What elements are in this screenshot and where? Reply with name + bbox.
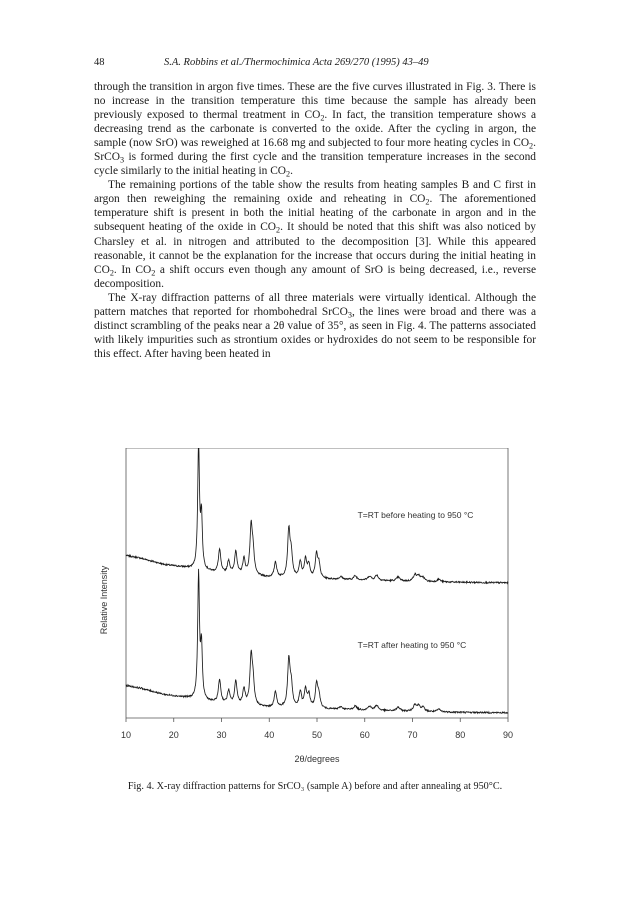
figure-caption: Fig. 4. X-ray diffraction patterns for SrCO₃ (sample A) before and after annealing at 950°C.: [127, 781, 503, 792]
x-axis-ticks: [121, 718, 513, 740]
x-tick-label: 20: [168, 730, 179, 740]
subscript: 3: [119, 155, 125, 165]
text-run: The X-ray diffraction patterns of all three materials were virtually identical. Although the pattern matches that reported for rhombohedral SrCO: [94, 291, 536, 318]
figure-4: [96, 448, 536, 778]
xrd-chart: [96, 448, 536, 778]
subscript: 2: [276, 225, 281, 235]
series-label-0: T=RT before heating to 950 °C: [357, 509, 474, 520]
text-run: . SrCO: [94, 137, 536, 164]
series-label-1: T=RT after heating to 950 °C: [357, 639, 467, 650]
text-run: a shift occurs even though any amount of SrO is being decreased, i.e., reverse decomposition.: [94, 263, 537, 290]
x-tick-label: 40: [264, 730, 275, 740]
text-run: , the lines were broad and there was a distinct scrambling of the peaks near a 2θ value of 35°, as seen in Fig. 4. The patterns associated with likely impurities such as strontium oxides or hydroxides do not seem to be responsible for this effect. After having been heated in: [94, 305, 537, 360]
subscript: 2: [320, 113, 325, 123]
text-run: . The aforementioned temperature shift is present in both the initial heating of the carbonate in argon and in the subsequent heating of the oxide in CO: [94, 193, 536, 234]
subscript: 2: [286, 169, 291, 179]
x-tick-label: 50: [311, 730, 323, 740]
paragraph: [94, 80, 536, 178]
x-tick-label: 80: [455, 730, 466, 740]
text-run: is formed during the first cycle and the transition temperature increases in the second cycle similarly to the initial heating in CO: [94, 151, 536, 178]
body-text: [94, 80, 536, 361]
paragraph: [94, 178, 536, 290]
subscript: 2: [425, 197, 430, 207]
x-tick-label: 30: [216, 730, 227, 740]
subscript: 2: [109, 267, 114, 277]
subscript: 2: [151, 267, 156, 277]
x-tick-label: 10: [120, 730, 132, 740]
subscript: 2: [529, 141, 534, 151]
text-run: . In fact, the transition temperature shows a decreasing trend as the carbonate is converted to the oxide. After the cycling in argon, the sample (now SrO) was reweighed at 16.68 mg and subjected to four more heating cycles in CO: [94, 109, 537, 150]
text-run: The remaining portions of the table show the results from heating samples B and C first in argon then reweighing the remaining oxide and reheating in CO: [94, 179, 536, 206]
running-head: S.A. Robbins et al./Thermochimica Acta 269/270 (1995) 43–49: [164, 57, 429, 68]
traces: [126, 448, 508, 713]
x-axis-label: 2θ/degrees: [294, 754, 340, 764]
x-tick-label: 90: [502, 730, 514, 740]
page-header: [94, 57, 539, 71]
subscript: 3: [347, 310, 352, 320]
x-tick-label: 70: [407, 730, 418, 740]
paragraph: [94, 291, 536, 361]
y-axis-label: Relative Intensity: [99, 565, 109, 635]
text-run: through the transition in argon five times. These are the five curves illustrated in Fig. 3. There is no increase in the transition temperature this time because the sample has already been previously exposed to thermal treatment in CO: [94, 81, 536, 122]
text-run: . It should be noted that this shift was also noticed by Charsley et al. in nitrogen and attributed to the decomposition [3]. While this appeared reasonable, it cannot be the explanation for the increase that occurs during the initial heating in CO: [94, 221, 536, 276]
page-number: 48: [94, 57, 105, 68]
text-run: .: [290, 165, 293, 178]
trace-labels: [358, 510, 474, 650]
text-run: . In CO: [113, 263, 152, 276]
x-tick-label: 60: [359, 730, 370, 740]
